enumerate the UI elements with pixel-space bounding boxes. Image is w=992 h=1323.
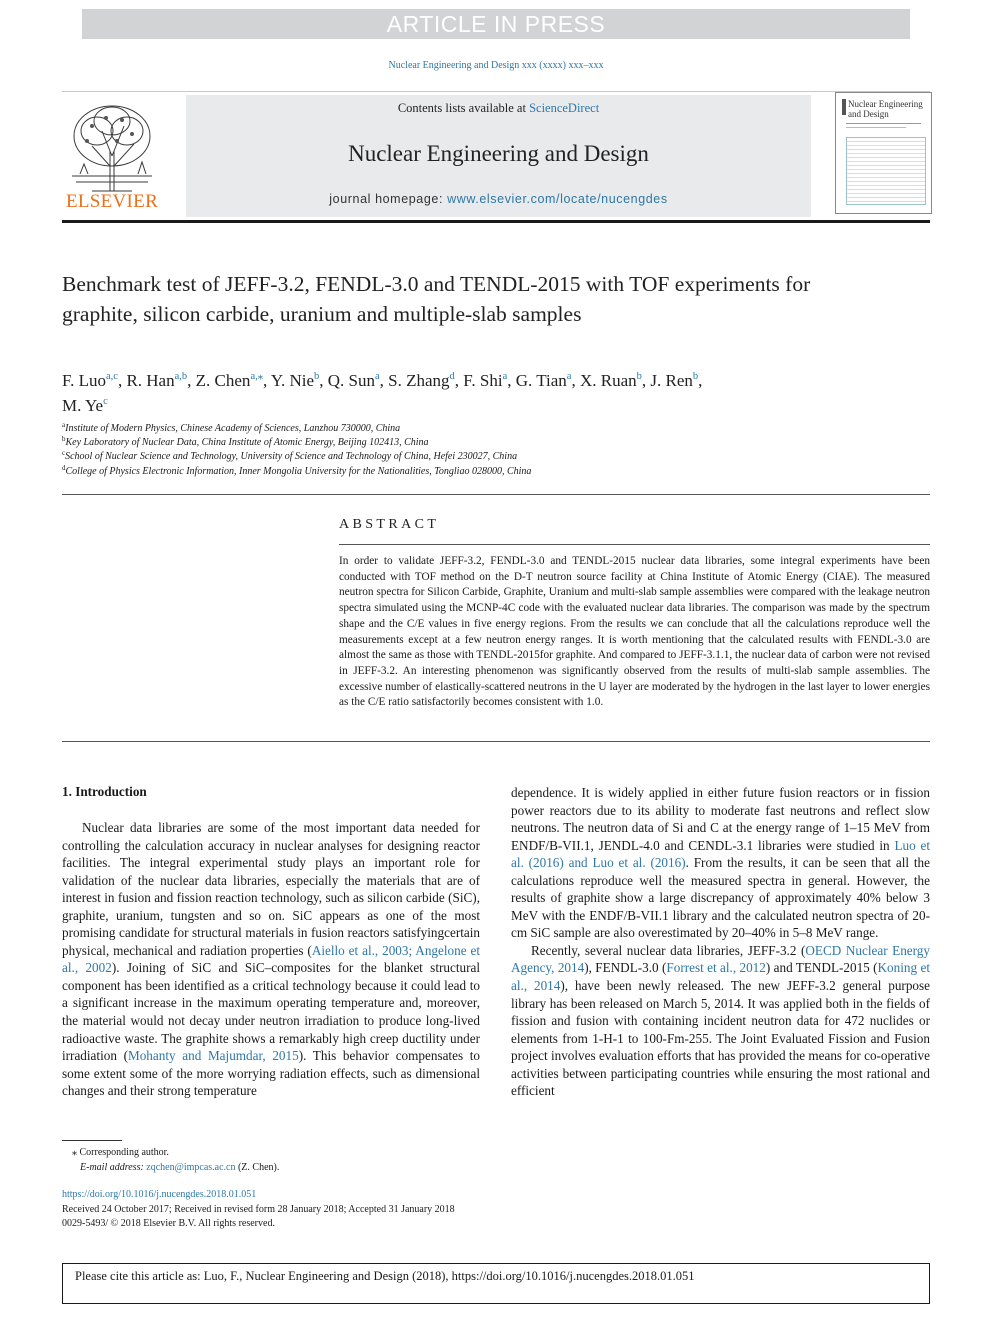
paragraph: Recently, several nuclear data libraries, JEFF-3.2 (OECD Nuclear Energy Agency, 2014), FENDL-3.0 (Forrest et al., 2012) and TENDL-2015 (Koning et al., 2014), have been newly released. The new JEFF-3.2 general purpose library has been released on March 5, 2014. It was applied both in the fields of fission and fusion with containing incident neutron data for 472 nuclides or elements from 1-H-1 to 100-Fm-255. The Joint Evaluated Fission and Fusion project involves evaluation efforts that has provided the means for co-operative activities between participating countries while ensuring the most rational and efficient xyxy=(511,942,930,1099)
journal-name: Nuclear Engineering and Design xyxy=(348,141,649,166)
corresponding-author-note: ⁎ Corresponding author. xyxy=(72,1147,169,1158)
citation-link[interactable]: Forrest et al., 2012 xyxy=(666,960,766,976)
abstract-heading: ABSTRACT xyxy=(339,517,440,532)
journal-homepage-line xyxy=(186,192,811,206)
paragraph: Nuclear data libraries are some of the most important data needed for controlling the calculation accuracy in nuclear analyses for designing reactor facilities. The integral experimental study plays an important role for validation of the nuclear data libraries, especially the materials that are of interest in fusion and fission reaction technology, such as silicon carbide (SiC), graphite, uranium, tungsten and so on. SiC appears as one of the most promising candidate for structural materials in fusion reactors satisfyingcertain physical, mechanical and radiation properties (Aiello et al., 2003; Angelone et al., 2002). Joining of SiC and SiC–composites for the blanket structural component has been identified as a critical technology because it could lead to a significant increase in the maximum operating temperature and, moreover, the material would not decay under neutron irradiation to produce long-lived radioactive waste. The graphite shows a remarkably high creep ductility under irradiation (Mohanty and Majumdar, 2015). This behavior compensates to some extent some of the more worrying radiation effects, such as dimensional changes and their strong temperature xyxy=(62,820,480,1099)
contents-prefix: Contents lists available at xyxy=(397,101,530,115)
header-top-rule xyxy=(62,91,930,92)
author[interactable]: R. Han$^{a,b}$ xyxy=(126,371,188,390)
sciencedirect-link[interactable]: ScienceDirect xyxy=(529,101,600,115)
footnote xyxy=(62,1146,492,1175)
received-dates: Received 24 October 2017; Received in revised form 28 January 2018; Accepted 31 January 2018 xyxy=(62,1203,455,1215)
cover-title-line-1: Nuclear Engineering xyxy=(848,99,923,109)
cover-title-line-2: and Design xyxy=(848,109,889,119)
contents-lists-line xyxy=(186,101,811,116)
article-title: Benchmark test of JEFF-3.2, FENDL-3.0 and TENDL-2015 with TOF experiments for graphite, silicon carbide, uranium and multiple-slab samples xyxy=(62,272,811,326)
right-column xyxy=(511,784,930,1100)
publisher-name: ELSEVIER xyxy=(65,191,159,212)
copyright: 0029-5493/ © 2018 Elsevier B.V. All rights reserved. xyxy=(62,1218,275,1229)
author[interactable]: G. Tian$^a$ xyxy=(515,371,572,390)
author[interactable]: Y. Nie$^b$ xyxy=(270,371,320,390)
header-bottom-rule xyxy=(62,220,930,223)
author[interactable]: J. Ren$^b$ xyxy=(650,371,699,390)
affiliation-item: $^d$College of Physics Electronic Information, Inner Mongolia University for the Nationalities, Tongliao 028000, China xyxy=(62,463,532,477)
citation-text: Please cite this article as: Luo, F., Nuclear Engineering and Design (2018), https://doi.org/10.1016/j.nucengdes.2018.01.051 xyxy=(75,1269,695,1283)
author[interactable]: F. Luo$^{a,c}$ xyxy=(62,371,118,390)
affiliations xyxy=(62,422,922,479)
left-column xyxy=(62,819,480,1100)
homepage-prefix: journal homepage: xyxy=(329,192,448,206)
citation-box xyxy=(62,1263,930,1304)
author[interactable]: X. Ruan$^b$ xyxy=(579,371,642,390)
journal-reference[interactable]: Nuclear Engineering and Design xxx (xxxx) xxx–xxx xyxy=(388,60,604,71)
citation-link[interactable]: Luo et al. (2016) and Luo et al. (2016) xyxy=(511,837,931,871)
abstract-bottom-rule xyxy=(62,741,930,742)
abstract-text: In order to validate JEFF-3.2, FENDL-3.0 and TENDL-2015 nuclear data libraries, some integral experiments have been conducted with TOF method on the D-T neutron source facility at China Institute of Atomic Energy (CIAE). The measured neutron spectra for Silicon Carbide, Graphite, Uranium and multi-slab sample assemblies were compared with the leakage neutron spectra simulated using the MCNP-4C code with the evaluated nuclear data libraries. The comparison was made by the spectrum shape and the C/E values in five energy regions. From the results we can conclude that all the calculations reproduce well the measurements except at a few neutron energy ranges. It is worth mentioning that the calculated results with FENDL-3.0 are almost the same as those with TENDL-2015for graphite. And compared to JEFF-3.1.1, the nuclear data of carbon were not revised in JEFF-3.2. An interesting phenomenon was significantly observed from the results of multi-slab sample assemblies. The excessive number of elastically-scattered neutrons in the U layer are moderated by the hydrogen in the last layer to lower energies as the C/E ratio satisfactorily becomes consistent with 1.0. xyxy=(339,555,930,709)
author-list: F. Luo$^{a,c}$, R. Han$^{a,b}$, Z. Chen$^{a,⁎}$, Y. Nie$^b$, Q. Sun$^a$, S. Zhang$^d$, F. Shi$^a$, G. Tian$^a$, X. Ruan$^b$, J. Ren$^b$, M. Ye$^c$ xyxy=(62,371,703,415)
citation-link[interactable]: Koning et al., 2014 xyxy=(511,960,930,994)
abstract-top-rule xyxy=(62,494,930,495)
email-line: E-mail address: zqchen@impcas.ac.cn (Z. Chen). xyxy=(80,1161,280,1173)
doi-link[interactable]: https://doi.org/10.1016/j.nucengdes.2018.01.051 xyxy=(62,1189,257,1200)
article-in-press-banner: ARTICLE IN PRESS xyxy=(82,9,910,39)
footnote-rule xyxy=(62,1140,122,1141)
section-heading: 1. Introduction xyxy=(62,784,147,799)
author[interactable]: Z. Chen$^{a,⁎}$ xyxy=(195,371,263,390)
citation-link[interactable]: Aiello et al., 2003; Angelone et al., 2002 xyxy=(62,942,480,976)
email-link[interactable]: zqchen@impcas.ac.cn xyxy=(146,1161,236,1173)
author[interactable]: Q. Sun$^a$ xyxy=(327,371,380,390)
cover-contents-area xyxy=(846,137,926,205)
article-info xyxy=(62,1188,662,1232)
author[interactable]: S. Zhang$^d$ xyxy=(388,371,455,390)
affiliation-item: $^a$Institute of Modern Physics, Chinese Academy of Sciences, Lanzhou 730000, China xyxy=(62,421,401,434)
paragraph: dependence. It is widely applied in either future fusion reactors or in fission power reactors due to its ability to moderate fast neutrons and reflect slow neutrons. The neutron data of Si and C at the energy range of 1–15 MeV from ENDF/B-VII.1, JENDL-4.0 and CENDL-3.1 libraries were studied in Luo et al. (2016) and Luo et al. (2016). From the results, it can be seen that all the calculations reproduce well the measured spectra in general. However, the results of graphite show a large discrepancy of approximately 40% below 3 MeV with the ENDF/B-VII.1 library and the calculated neutron spectra of 20-cm SiC sample are also overestimated by 20–40% in 5–8 MeV range. xyxy=(511,785,931,941)
citation-link[interactable]: OECD Nuclear Energy Agency, 2014 xyxy=(511,942,930,976)
homepage-link[interactable]: www.elsevier.com/locate/nucengdes xyxy=(447,192,668,206)
affiliation-item: $^c$School of Nuclear Science and Technology, University of Science and Technology of China, Hefei 230027, China xyxy=(62,449,518,463)
abstract-heading-rule xyxy=(339,544,930,545)
citation-link[interactable]: Mohanty and Majumdar, 2015 xyxy=(127,1048,299,1064)
affiliation-item: $^b$Key Laboratory of Nuclear Data, China Institute of Atomic Energy, Beijing 102413, China xyxy=(62,435,429,449)
journal-cover-thumbnail xyxy=(835,92,932,214)
author[interactable]: M. Ye$^c$ xyxy=(62,396,108,415)
author[interactable]: F. Shi$^a$ xyxy=(463,371,508,390)
